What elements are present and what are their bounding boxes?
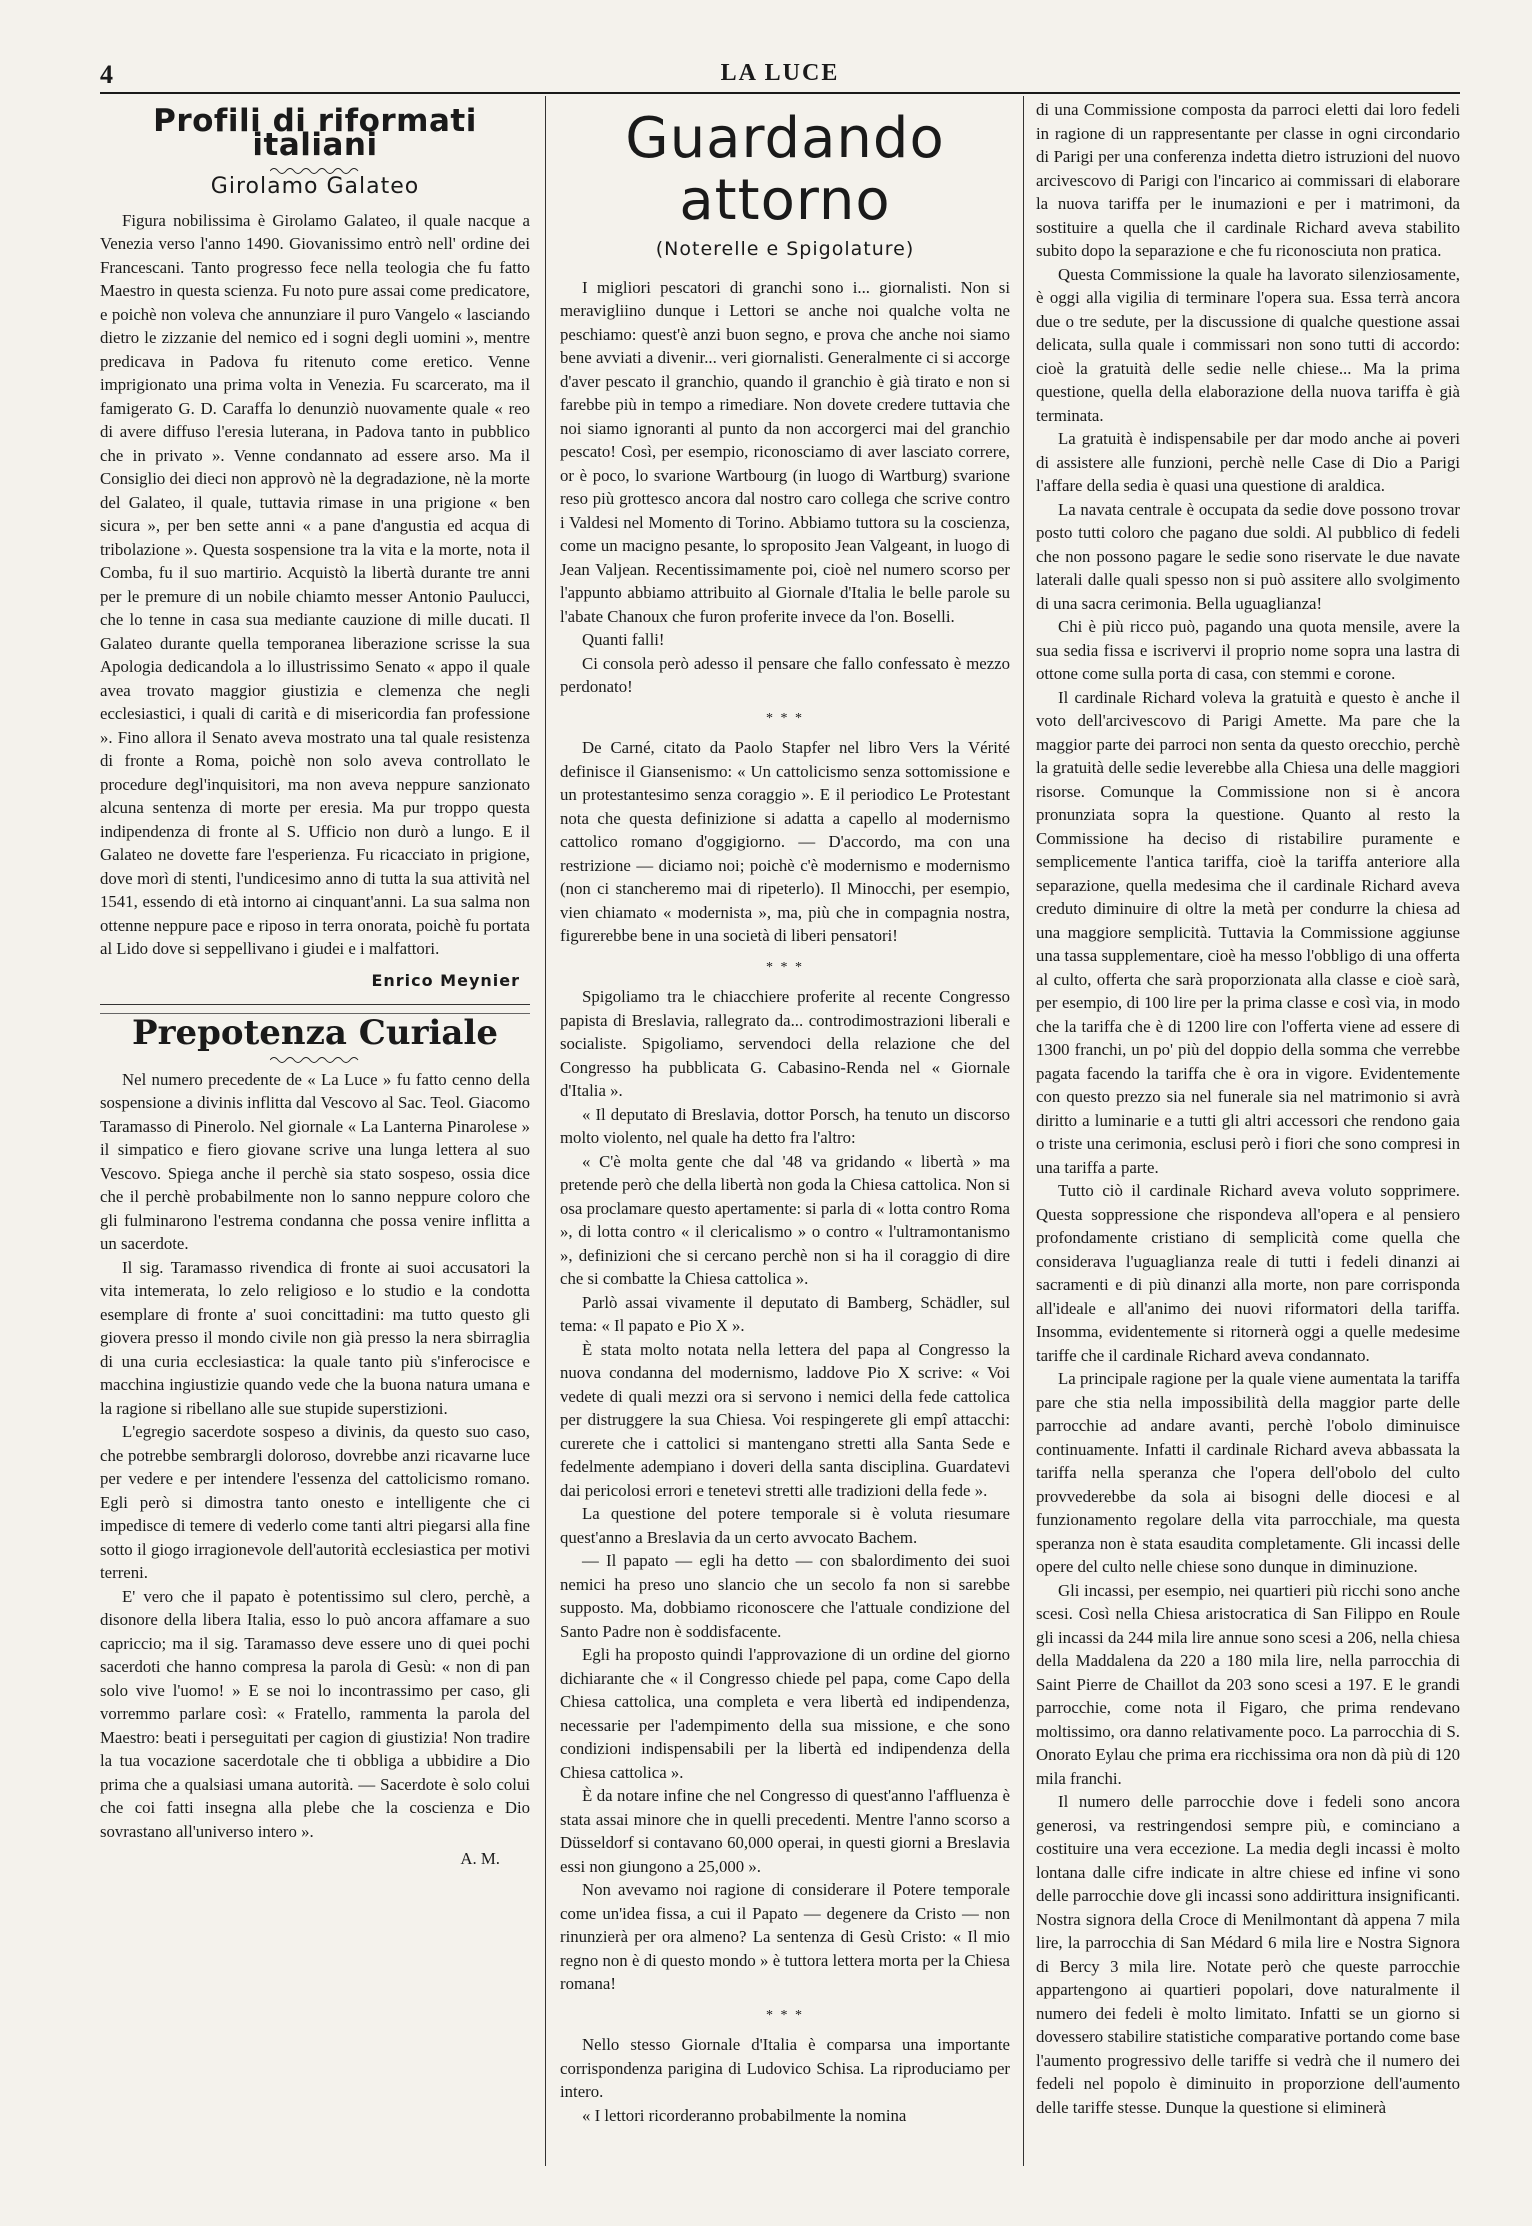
column-center <box>560 98 1010 2178</box>
article-paragraph: È stata molto notata nella lettera del papa al Congresso la nuova condanna del modernismo, laddove Pio X scrive: « Voi vedete di quali mezzi ora si servono i nemici della fede cattolica per distruggere la sua Chiesa. Voi respingerete gli empî attacchi: curerete che i cattolici si mantengano stretti alla Santa Sede e fedelmente adempiano i doveri della santa disciplina. Guardatevi dai pericolosi errori e tenetevi stretti alle tradizioni della fede ». <box>560 1339 1010 1500</box>
article-paragraph: Chi è più ricco può, pagando una quota mensile, avere la sua sedia fissa e iscrivervi il proprio nome sopra una lastra di ottone come sulla porta di casa, con stemmi e corone. <box>1036 617 1460 683</box>
article-paragraph: L'egregio sacerdote sospeso a divinis, da questo suo caso, che potrebbe sembrargli doloroso, dovrebbe anzi ricavarne luce per vedere e per intendere l'essenza del cattolicismo romano. Egli però si dimostra tanto onesto e intelligente che ci impedisce di temere di vederlo come tanti altri piegarsi alla fine sotto il giogo irragionevole dell'autorità ecclesiastica per motivi terreni. <box>100 1422 530 1582</box>
article-paragraph: La questione del potere temporale si è voluta riesumare quest'anno a Breslavia da un certo avvocato Bachem. <box>560 1504 1010 1547</box>
article-paragraph: Parlò assai vivamente il deputato di Bamberg, Schädler, sul tema: « Il papato e Pio X ». <box>560 1292 1010 1335</box>
article-paragraph: Tutto ciò il cardinale Richard aveva voluto sopprimere. Questa soppressione che rispondeva all'opera e al pensiero profondamente cristiano di semplicità come quella che considerava l'uguaglianza reale di tutti i fedeli dinanzi ai sacramenti e di più dinanzi alla morte, non pare corrisponda all'ideale e all'animo dei nuovi riformatori della tariffa. Insomma, evidentemente si ritornerà oggi a quelle medesime tariffe che il cardinale Richard aveva condannato. <box>1036 1181 1460 1365</box>
article-paragraph: — Il papato — egli ha detto — con sbalordimento dei suoi nemici ha preso uno slancio che un secolo fa non si sarebbe supposto. Ma, dobbiamo riconoscere che l'attuale condizione del Santo Padre non è soddisfacente. <box>560 1551 1010 1641</box>
article-paragraph: Il cardinale Richard voleva la gratuità e questo è anche il voto dell'arcivescovo di Parigi Amette. Ma pare che la maggior parte dei parroci non senta da questo orecchio, perchè la gratuità delle sedie leverebbe alla Chiesa una delle maggiori risorse. Comunque la Commissione non si è ancora pronunziata sopra la questione. Quanto al resto la Commissione ha deciso di ristabilire puramente e semplicemente l'antica tariffa, cioè la tariffa anteriore alla separazione, quella medesima che il cardinale Richard aveva creduto diminuire di oltre la metà per condurre la chiesa ad una maggiore semplicità. Tuttavia la Commissione aggiunse una tassa supplementare, cioè ha messo l'obbligo di una offerta al culto, offerta che sarà proporzionata alla classe e cioè sarà, per esempio, di 100 lire per la prima classe e così via, in modo che la tariffa che è di 1200 lire con l'offerta viene ad essere di 1300 franchi, un po' più del doppio della somma che verrebbe pagata facendo la tariffa che è ora in vigore. Evidentemente con questo prezzo sia nel funerale sia nel matrimonio si avrà diritto a luminarie e a tutti gli altri accessori che rendono gaia o triste una cerimonia, esclusi però i fiori che sono compresi in una tariffa a parte. <box>1036 687 1460 1177</box>
article-paragraph: « I lettori ricorderanno probabilmente la nomina <box>582 2105 907 2125</box>
article-paragraph: È da notare infine che nel Congresso di quest'anno l'affluenza è stata assai minore che in quelli precedenti. Mentre l'anno scorso a Düsseldorf si contavano 60,000 operai, in questi giorni a Breslavia essi non giungono a 25,000 ». <box>560 1786 1010 1876</box>
article-paragraph: Questa Commissione la quale ha lavorato silenziosamente, è oggi alla vigilia di terminare l'opera sua. Essa terrà ancora due o tre sedute, per la discussione di qualche questione assai delicata, sulla quale i commissari non sono tutti di accordo: cioè la gratuità delle sedie nelle chiese... Ma la prima questione, quella della elaborazione della nuova tariffa è già terminata. <box>1036 264 1460 425</box>
article-paragraph: La gratuità è indispensabile per dar modo anche ai poveri di assistere alle funzioni, perchè nelle Case di Dio a Parigi l'affare della sedia è quasi una questione di araldica. <box>1036 429 1460 495</box>
article-paragraph: Il sig. Taramasso rivendica di fronte ai suoi accusatori la vita intemerata, lo zelo religioso e lo studio e la condotta esemplare di fronte a' suoi concittadini: ma tutto questo gli giovera presso il mondo civile non già presso la nera sbirraglia di una curia ecclesiastica: la quale tanto più s'inferocisce e macchina ingiustizie quando vede che la buona natura umana e la ragione si ribellano alle sue stupide superstizioni. <box>100 1257 530 1418</box>
column-rule <box>1023 96 1024 2166</box>
ornament-squiggle <box>100 159 530 169</box>
article-paragraph: Egli ha proposto quindi l'approvazione di un ordine del giorno dichiarante che « il Congresso chiede pel papa, come Capo della Chiesa cattolica, una completa e vera libertà ed indipendenza, necessarie per l'adempimento della sua missione, e che sono condizioni indispensabili per la libertà ed indipendenza della Chiesa cattolica ». <box>560 1645 1010 1782</box>
section-asterism: * * * <box>766 959 804 975</box>
article-paragraph: Figura nobilissima è Girolamo Galateo, il quale nacque a Venezia verso l'anno 1490. Giovanissimo entrò nell' ordine dei Francescani. Tanto progresso fece nella teologia che fu fatto Maestro in questa scienza. Fu noto pure assai come predicatore, e poichè non voleva che annunziare il puro Vangelo « lasciando dietro le zizzanie del nemico ed i sogni degli uomini », mentre predicava in Padova fu ritenuto come eretico. Venne imprigionato una prima volta in Venezia. Fu scarcerato, ma il famigerato G. D. Caraffa lo denunziò nuovamente quale « reo di avere diffuso l'eresia luterana, in Padova tanto in pubblico che in privato ». Venne condannato ad essere arso. Ma il Consiglio dei dieci non approvò nè la degradazione, nè la morte del Galateo, il quale, tuttavia rimase in una prigione « ben sicura », per ben sette anni « a pane d'angustia ed acqua di tribolazione ». Questa sospensione tra la vita e la morte, nota il Comba, fu il suo martirio. Acquistò la libertà durante tre anni per le premure di un nobile chiamto messer Antonio Paulucci, che lo tenne in casa sua mediante cauzione di mille ducati. Il Galateo durante quella temporanea liberazione scrisse la sua Apologia dedicandola a lo illustrissimo Senato « appo il quale avea trovato maggior giustizia e clemenza che negli ecclesiastici, i quali di carità e di misericordia fan professione ». Fino allora il Senato aveva mostrato una tal quale resistenza di fronte a Roma, poichè non solo aveva controllato le procedure degl'inquisitori, ma non aveva neppure sanzionato alcuna sentenza di morte per eresia. Ma pur troppo questa indipendenza di fronte al S. Ufficio non durò a lungo. E il Galateo ne dovette fare l'esperienza. Fu ricacciato in prigione, dove morì di stenti, l'undicesimo anno di tutta la sua attività nel 1541, essendo di età intorno ai cinquant'anni. La sua salma non ottenne neppure pace e riposo in terra onorata, poichè fu portata al Lido dove si seppellivano i giudei e i malfattori. <box>100 210 530 958</box>
article-subtitle-noterelle: (Noterelle e Spigolature) <box>655 238 915 260</box>
section-asterism: * * * <box>766 2007 804 2023</box>
article-title-guardando: Guardando attorno <box>625 106 945 233</box>
page-number: 4 <box>100 60 113 89</box>
article-paragraph: Nello stesso Giornale d'Italia è comparsa una importante corrispondenza parigina di Ludovico Schisa. La riproduciamo per intero. <box>560 2035 1010 2101</box>
article-paragraph: La principale ragione per la quale viene aumentata la tariffa pare che stia nella impossibilità della maggior parte delle parrocchie ad andare avanti, perchè l'obolo diminuisce continuamente. Infatti il cardinale Richard aveva abbassata la tariffa nella speranza che l'opera dell'obolo del culto provvederebbe da sola ai bisogni delle diocesi e al funzionamento regolare della vita parrocchiale, ma questa speranza non è stata esaudita completamente. Gli incassi delle opere del culto nelle chiese sono dunque in diminuzione. <box>1036 1369 1460 1576</box>
article-paragraph: Gli incassi, per esempio, nei quartieri più ricchi sono anche scesi. Così nella Chiesa aristocratica di San Filippo en Roule gli incassi da 244 mila lire annue sono scesi a 206, nella chiesa della Maddalena da 220 a 180 mila lire, nella parrocchia di Saint Pierre de Chaillot da 203 sono scesi a 197. E le grandi parrocchie, come nota il Figaro, che prima rendevano moltissimo, ora danno relativamente poco. La parrocchia di S. Onorato Eylau che prima era ricchissima ora non dà più di 120 mila franchi. <box>1036 1580 1460 1788</box>
section-asterism: * * * <box>766 710 804 726</box>
article-paragraph: « C'è molta gente che dal '48 va gridando « libertà » ma pretende però che della libertà non goda la Chiesa cattolica. Non si osa proclamare questo apertamente: si parla di « lotta contro Roma », di lotta contro « il clericalismo » o contro « l'ultramontanismo », definizioni che si cercano perchè non si ha il coraggio di dire che si combatte la Chiesa cattolica ». <box>560 1151 1010 1288</box>
article-signature: A. M. <box>460 1849 500 1868</box>
article-paragraph: I migliori pescatori di granchi sono i... giornalisti. Non si meravigliino dunque i Lettori se anche noi qualche volta ne peschiamo: quest'è anzi buon segno, e prova che anche noi siamo bene avviati a divenir... veri giornalisti. Generalmente ci si accorge d'aver pescato il granchio, quando il granchio è già tirato e non si farebbe più in tempo a rimediare. Non dovete credere tuttavia che noi siamo ignoranti al punto da non accorgerci mai del granchio pescato! Così, per esempio, riconosciamo di aver lasciato correre, or è poco, lo svarione Wartbourg (in luogo di Wartburg) svarione reso più grottesco ancora dal nostro caro collega che scrive contro i Valdesi nel Momento di Torino. Abbiamo tuttora su la coscienza, come un macigno pesante, lo sproposito Jean Valgeant, in luogo di Jean Valjean. Recentissimamente poi, cioè nel numero scorso per l'appunto abbiamo attribuito al Giornale d'Italia le belle parole su l'abate Chanoux che furon proferite invece da l'on. Boselli. <box>560 277 1010 626</box>
article-paragraph: di una Commissione composta da parroci eletti dai loro fedeli in ragione di un rappresentante per classe in ogni circondario di Parigi per una conferenza indetta dietro istruzioni del nuovo arcivescovo di Parigi con l'incarico ai commissari di elaborare la nuova tariffa per le inumazioni e per i matrimoni, da sostituire a quella che il cardinale Richard aveva stabilito subito dopo la separazione e che fu riconosciuta non pratica. <box>1036 100 1460 260</box>
article-subtitle-galateo: Girolamo Galateo <box>210 174 420 199</box>
article-paragraph: Non avevamo noi ragione di considerare il Potere temporale come un'idea fissa, a cui il Papato — degenere da Cristo — non rinunzierà per ora almeno? La sentenza di Gesù Cristo: « Il mio regno non è di questo mondo » è tuttora lettera morta per la Chiesa romana! <box>560 1880 1010 1993</box>
column-left <box>100 98 530 2178</box>
article-title-prepotenza: Prepotenza Curiale <box>132 1013 498 1053</box>
article-paragraph: La navata centrale è occupata da sedie dove possono trovar posto tutti coloro che pagano due soldi. Al pubblico di fedeli che non possono pagare le sedie sono riservate le due navate laterali dalle quali spesso non si può assitere allo svolgimento di una sacra cerimonia. Bella uguaglianza! <box>1036 499 1460 613</box>
article-paragraph: Ci consola però adesso il pensare che fallo confessato è mezzo perdonato! <box>560 653 1010 696</box>
article-paragraph: De Carné, citato da Paolo Stapfer nel libro Vers la Vérité definisce il Giansenismo: « Un cattolicismo senza sottomissione e un protestantesimo senza coraggio ». E il periodico Le Protestant nota che questa definizione si adatta a capello al modernismo cattolico romano d'oggigiorno. — D'accordo, ma con una restrizione — diciamo noi; poichè c'è modernismo e modernismo (non ci stancheremo mai di ripeterlo). Il Minocchi, per esempio, vien chiamato « modernista », ma, più che in compagnia nostra, figurerebbe bene in una società di liberi pensatori! <box>560 738 1010 945</box>
article-paragraph: Spigoliamo tra le chiacchiere proferite al recente Congresso papista di Breslavia, rallegrato da... controdimostrazioni liberali e socialiste. Spigoliamo, servendoci della relazione che del Congresso ha pubblicata G. Cabasino-Renda nel « Giornale d'Italia ». <box>560 987 1010 1100</box>
article-paragraph: Il numero delle parrocchie dove i fedeli sono ancora generosi, va restringendosi sempre più, e cominciano a costituire una vera eccezione. La media degli incassi è molto lontana dalle cifre indicate in altre chiese ed infine vi sono delle parrocchie dove gli incassi sono addirittura insignificanti. Nostra signora della Croce di Menilmontant dà appena 7 mila lire, la parrocchia di San Médard 6 mila lire e Nostra Signora di Bercy 3 mila lire. Notate però che queste parrocchie appartengono ai quartieri popolari, dove naturalmente il numero dei fedeli è molto limitato. Infatti se un giorno si dovessero stabilire statistiche comparative portando come base l'aumento progressivo delle tariffe si vedrà che il numero dei fedeli nel popolo è diminuito in proporzione dell'aumento delle tariffe stesse. Dunque la questione si eliminerà <box>1036 1792 1460 2117</box>
column-right <box>1036 98 1460 2178</box>
article-signature: Enrico Meynier <box>371 970 520 990</box>
column-rule <box>545 96 546 2166</box>
page-header <box>100 56 1460 94</box>
article-title-profili: Profili di riformati italiani <box>153 103 477 163</box>
article-paragraph: Quanti falli! <box>582 630 665 649</box>
masthead-title: LA LUCE <box>720 60 840 86</box>
article-paragraph: « Il deputato di Breslavia, dottor Porsch, ha tenuto un discorso molto violento, nel quale ha detto fra l'altro: <box>560 1104 1010 1147</box>
article-paragraph: E' vero che il papato è potentissimo sul clero, perchè, a disonore della libera Italia, esso lo può ancora affamare a suo capriccio; ma il sig. Taramasso deve essere uno di quei pochi sacerdoti che hanno compresa la parola di Gesù: « non di pan solo vive l'uomo! » E se noi lo incontrassimo per caso, gli vorremmo parlare così: « Fratello, rammenta la parola del Maestro: beati i perseguitati per cagion di giustizia! Non tradire la tua vocazione sacerdotale che ti obbliga a ubbidire a Dio prima che a qualsiasi umana autorità. — Sacerdote è solo colui che coi fatti insegna alla plebe che la coscienza e Dio sovrastano all'universo intero ». <box>100 1586 530 1841</box>
article-paragraph: Nel numero precedente de « La Luce » fu fatto cenno della sospensione a divinis inflitta dal Vescovo al Sac. Teol. Giacomo Taramasso di Pinerolo. Nel giornale « La Lanterna Pinarolese » il simpatico e fiero giovane scrive una lunga lettera al suo Vescovo. Spiega anche il perchè sia stato sospeso, ossia dice che il perchè probabilmente non lo sanno neppure coloro che gli fulminarono l'estrema condanna che possa venire inflitta a un sacerdote. <box>100 1069 530 1253</box>
